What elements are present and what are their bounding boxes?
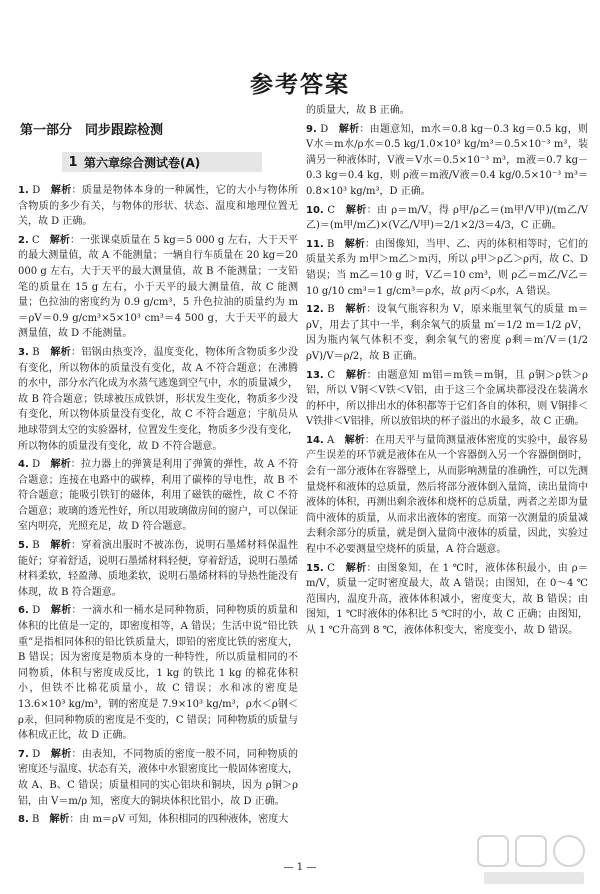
answer-item: [306, 302, 588, 364]
answer-text: ：一张课桌质量在 5 kg＝5 000 g 左右，大于天平的最大测量值，故 A 不能测量；一辆自行车质量在 20 kg＝20 000 g 左右，大于天平的最大测量值，故 B 不能测量；一支铅笔的质量在 15 g 左右，小于天平的最大测量值，故 C 能测量；色拉油的密度约为 0.9 g/cm³，5 升色拉油的质量约为 m＝ρV＝0.9 g/cm³×5×10³ cm³＝4 500 g，大于天平的最大测量值，故 D 不能测量。: [18, 234, 298, 340]
answer-choice: D: [32, 605, 41, 617]
analysis-label: 解析: [49, 234, 70, 246]
answer-text: ：穿着演出服时不被冻伤，说明石墨烯材料保温性能好；穿着舒适，说明石墨烯材料轻便，穿着舒适，说明石墨烯材料柔软，轻盈薄、质地柔软，说明石墨烯材料的导热性能没有体现，故 B 符合题意。: [18, 540, 299, 598]
analysis-label: 解析: [50, 185, 72, 196]
chapter-number: 1: [68, 154, 78, 170]
question-number: 5.: [18, 540, 29, 552]
page-title: 参考答案: [250, 72, 350, 98]
answer-item: [18, 747, 298, 809]
answer-choice: B: [31, 814, 40, 826]
answer-choice: D: [32, 459, 41, 471]
question-number: 4.: [18, 459, 29, 471]
answer-choice: D: [32, 748, 41, 760]
answer-item: [18, 603, 298, 743]
right-column: [306, 103, 588, 642]
answer-choice: B: [327, 304, 335, 316]
analysis-label: 解析: [345, 304, 367, 316]
section-heading: 第一部分 同步跟踪检测: [20, 123, 164, 138]
answer-item: [18, 457, 298, 535]
answer-text: ：在用天平与量筒测量液体密度的实验中，最容易产生误差的环节就是液体在从一个容器倒入另一个容器倒倒时，会有一部分液体在容器壁上，从而影响测量的准确性，可以先测量烧杯和液体的总质量，然后将部分液体倒入量筒，读出量筒中液体的体积，再测出剩余液体和烧杯的总质量，两者之差即为量筒中液体的质量，从而求出液体的密度。而第一次测量的质量减去剩余部分的质量，就是倒入量筒中液体的质量，因此，实验过程中不必要测量空烧杯的质量，A 符合题意。: [306, 434, 588, 556]
answer-text: ：一滴水和一桶水是同种物质，同种物质的质量和体积的比值是一定的，即密度相等，A 错误；生活中说“铅比铁重”是指相同体积的铅比铁质量大，即铅的密度比铁的密度大，B 错误；因为密度是物质本身的一种特性，所以质量相同的不同物质，体积与密度成反比，1 kg 的铁比 1 kg 的棉花体积小，但铁不比棉花质量小，故 C 错误；水和冰的密度是 13.6×10³ kg/m³，钢的密度是 7.9×10³ kg/m³，ρ水＜ρ钢＜ρ汞，但同种物质的密度是不变的，C 错误；同种物质的质量与体积成正比，故 D 正确。: [18, 605, 299, 742]
answer-item: [306, 368, 588, 430]
answer-item: [18, 538, 298, 600]
answer-item: [306, 561, 588, 639]
question-number: 1.: [18, 185, 29, 196]
answer-text: ：由图象知，在 1 ℃时，液体体积最小，由 ρ＝m/V，质量一定时密度最大，故 A 错误；由图知，在 0～4 ℃范围内，温度升高，液体体积减小，密度变大，故 B 错误；由图知，1 ℃时液体的体积比 5 ℃时的小，故 C 正确；由图知，从 1 ℃升高到 8 ℃，液体体积变大，密度变小，故 D 错误。: [306, 562, 589, 636]
chapter-title: 第六章综合测试卷(A): [84, 155, 201, 170]
answer-item: [306, 237, 588, 299]
answer-choice: D: [32, 185, 41, 196]
answer-item: [18, 345, 298, 454]
answer-text: ：由题意知 m铝＝m铁＝m铜，且 ρ铜＞ρ铁＞ρ铝，所以 V铜＜V铁＜V铝，由于这三个金属块都浸没在装满水的杯中，所以排出水的体积都等于它们各自的体积，则 V铜排＜V铁排＜V铝排，所以放铝块的杯子溢出的水最多，故 C 正确。: [306, 369, 589, 428]
answer-item: [306, 103, 588, 119]
question-number: 9.: [306, 123, 317, 135]
analysis-label: 解析: [50, 748, 72, 760]
answer-choice: C: [327, 562, 335, 574]
analysis-label: 解析: [338, 123, 360, 135]
question-number: 10.: [306, 204, 324, 216]
analysis-label: 解析: [49, 814, 70, 826]
analysis-label: 解析: [345, 369, 367, 381]
left-column: [18, 183, 298, 831]
chapter-banner: [62, 152, 262, 172]
question-number: 11.: [306, 238, 324, 250]
analysis-label: 解析: [345, 562, 367, 574]
page-number: — 1 —: [283, 862, 317, 873]
answer-text: ：由图像知，当甲、乙、丙的体积相等时，它们的质量关系为 m甲＞m乙＞m丙，所以 ρ甲＞ρ乙＞ρ丙，故 C、D 错误；当 m乙＝10 g 时，V乙＝10 cm³，则 ρ乙＝m乙/V乙＝10 g/10 cm³＝1 g/cm³＝ρ水，故 ρ丙＜ρ水，A 错误。: [306, 238, 589, 297]
answer-text: ：拉力器上的弹簧是利用了弹簧的弹性，故 A 不符合题意；连接在电路中的碳棒，利用了碳棒的导电性，故 B 不符合题意；能吸引铁钉的磁体，利用了磁铁的磁性，故 C 不符合题意；玻璃的透光性好，所以用玻璃做房间的窗户，可以保证室内明亮，光照充足，故 D 符合题意。: [18, 459, 298, 533]
analysis-label: 解析: [345, 204, 367, 216]
analysis-label: 解析: [344, 434, 365, 446]
question-number: 3.: [18, 346, 29, 358]
answer-choice: C: [327, 369, 335, 381]
answer-text: ：由表知，不同物质的密度一般不同，同种物质的密度还与温度、状态有关，液体中水银密度比一般固体密度大，故 A、B、C 错误；质量相同的实心铝块和铜块，因为 ρ铜＞ρ铝，由 V＝m/ρ 知，密度大的铜块体积比铝小，故 D 正确。: [18, 748, 299, 807]
watermark-logo: [476, 832, 594, 888]
question-number: 2.: [18, 234, 29, 246]
answer-item: [18, 812, 298, 828]
analysis-label: 解析: [50, 459, 71, 471]
answer-item: [18, 183, 298, 230]
answer-text: ：设氧气瓶容积为 V，原来瓶里氧气的质量 m＝ρV，用去了其中一半，剩余氧气的质量 m′＝1/2 m＝1/2 ρV，因为瓶内氧气体积不变，剩余氧气的密度 ρ剩＝m′/V＝(1/2 ρV)/V＝ρ/2，故 B 正确。: [306, 304, 589, 362]
answer-text: ：铝锅由热变冷，温度变化，物体所含物质多少没有变化，所以物体的质量没有变化，故 A 不符合题意；在沸腾的水中，部分水汽化成为水蒸气逃逸到空气中，水的质量减少，故 B 符合题意；铁球被压成铁饼，形状发生变化，物质多少没有变化，所以物体质量没有变化，故 C 不符合题意；宇航员从地球带到太空的实验器材，位置发生变化，物质多少没有变化，所以物体的质量没有变化，故 D 不符合题意。: [18, 346, 299, 452]
analysis-label: 解析: [50, 540, 71, 552]
question-number: 13.: [306, 369, 324, 381]
answer-text: ：由 ρ＝m/V，得 ρ甲/ρ乙＝(m甲/V甲)/(m乙/V乙)＝(m甲/m乙)×(V乙/V甲)＝2/1×2/3＝4/3，C 正确。: [306, 204, 589, 232]
answer-choice: B: [327, 238, 335, 250]
answer-choice: C: [32, 234, 40, 246]
answer-text: ：由题意知，m水＝0.8 kg－0.3 kg＝0.5 kg，则 V水＝m水/ρ水＝0.5 kg/1.0×10³ kg/m³＝0.5×10⁻³ m³，装满另一种液体时，V液＝V水＝0.5×10⁻³ m³，m液＝0.7 kg－0.3 kg＝0.4 kg，则 ρ液＝m液/V液＝0.4 kg/0.5×10⁻³ m³＝0.8×10³ kg/m³，D 正确。: [306, 123, 588, 197]
question-number: 15.: [306, 562, 324, 574]
answer-item: [306, 203, 588, 234]
answer-choice: C: [327, 204, 335, 216]
answer-text: ：由 m＝ρV 可知，体积相同的四种液体，密度大: [69, 814, 289, 826]
answer-text: 的质量大，故 B 正确。: [306, 105, 410, 116]
question-number: 6.: [18, 605, 29, 617]
answer-item: [306, 122, 588, 200]
answer-choice: A: [327, 434, 335, 446]
question-number: 7.: [18, 748, 29, 760]
answer-text: ：质量是物体本身的一种属性，它的大小与物体所含物质的多少有关，与物体的形状、状态、温度和地理位置无关，故 D 正确。: [18, 185, 299, 228]
analysis-label: 解析: [344, 238, 365, 250]
analysis-label: 解析: [50, 346, 71, 358]
answer-choice: B: [32, 346, 40, 358]
answer-choice: B: [32, 540, 40, 552]
analysis-label: 解析: [50, 605, 72, 617]
answer-item: [18, 233, 298, 342]
answer-choice: D: [320, 123, 329, 135]
question-number: 14.: [306, 434, 324, 446]
question-number: 8.: [18, 814, 29, 826]
question-number: 12.: [306, 304, 324, 316]
answer-item: [306, 433, 588, 558]
